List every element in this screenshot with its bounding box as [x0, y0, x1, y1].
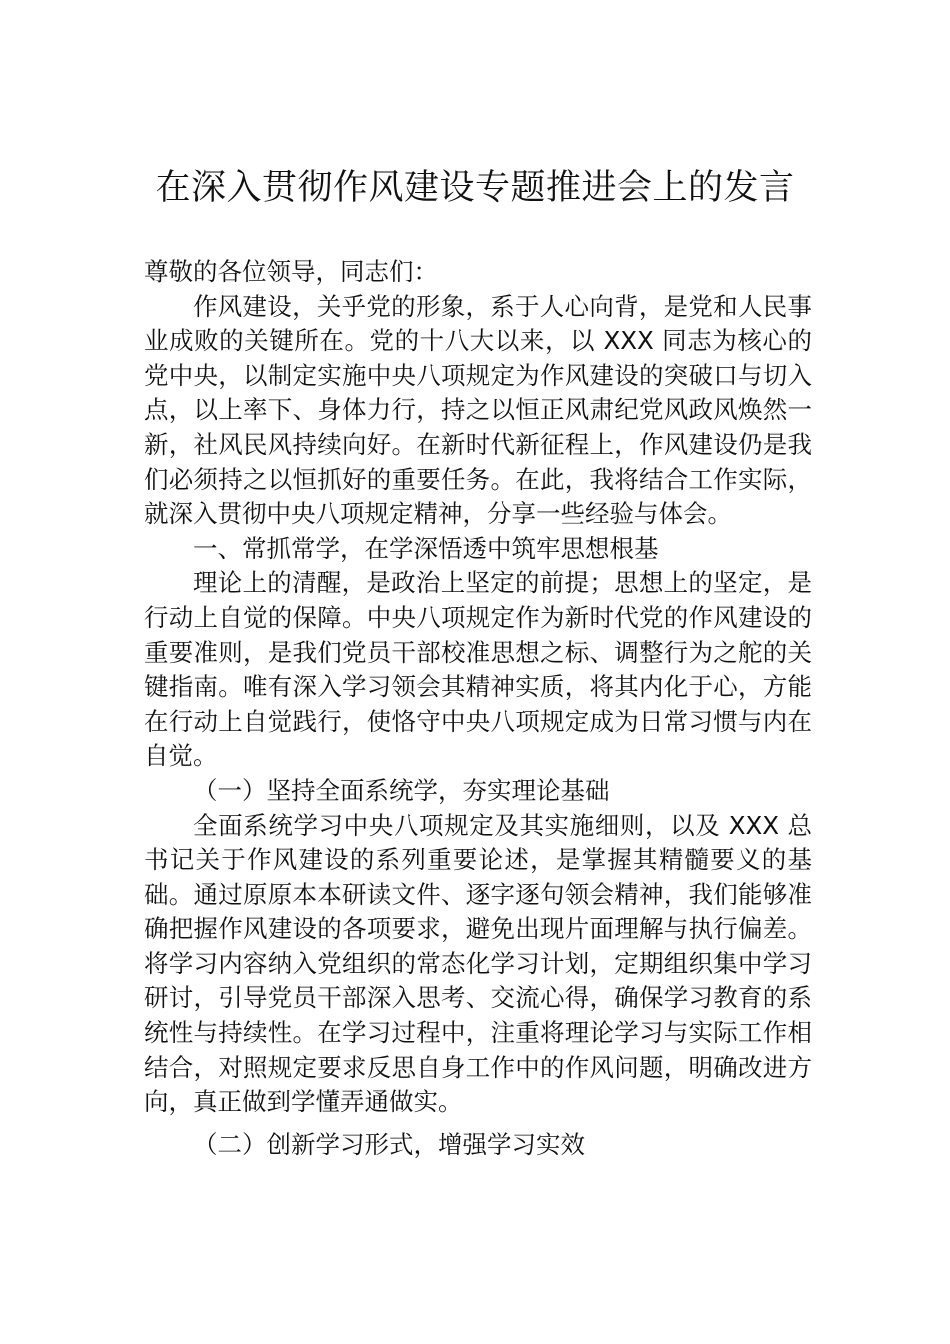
subsection-heading-2: （二）创新学习形式，增强学习实效 [193, 1129, 585, 1159]
document-body [144, 255, 812, 1162]
subsection-heading-1: （一）坚持全面系统学，夯实理论基础 [193, 775, 610, 805]
section-heading-1: 一、常抓常学，在学深悟透中筑牢思想根基 [193, 533, 659, 563]
section-intro-paragraph: 理论上的清醒，是政治上坚定的前提；思想上的坚定，是行动上自觉的保障。中央八项规定作为新时代党的作风建设的重要准则，是我们党员干部校准思想之标、调整行为之舵的关键指南。唯有深入学习领会其精神实质，将其内化于心，方能在行动上自觉践行，使恪守中央八项规定成为日常习惯与内在自觉。 [144, 568, 812, 771]
document-title: 在深入贯彻作风建设专题推进会上的发言 [155, 168, 795, 208]
opening-paragraph: 作风建设，关乎党的形象，系于人心向背，是党和人民事业成败的关键所在。党的十八大以来，以 XXX 同志为核心的党中央，以制定实施中央八项规定为作风建设的突破口与切入点，以上率下、身体力行，持之以恒正风肃纪党风政风焕然一新，社风民风持续向好。在新时代新征程上，作风建设仍是我们必须持之以恒抓好的重要任务。在此，我将结合工作实际，就深入贯彻中央八项规定精神，分享一些经验与体会。 [144, 291, 812, 529]
subsection-paragraph-1: 全面系统学习中央八项规定及其实施细则，以及 XXX 总书记关于作风建设的系列重要论述，是掌握其精髓要义的基础。通过原原本本研读文件、逐字逐句领会精神，我们能够准确把握作风建设的各项要求，避免出现片面理解与执行偏差。将学习内容纳入党组织的常态化学习计划，定期组织集中学习研讨，引导党员干部深入思考、交流心得，确保学习教育的系统性与持续性。在学习过程中，注重将理论学习与实际工作相结合，对照规定要求反思自身工作中的作风问题，明确改进方向，真正做到学懂弄通做实。 [144, 810, 812, 1117]
salutation: 尊敬的各位领导，同志们： [144, 257, 438, 286]
